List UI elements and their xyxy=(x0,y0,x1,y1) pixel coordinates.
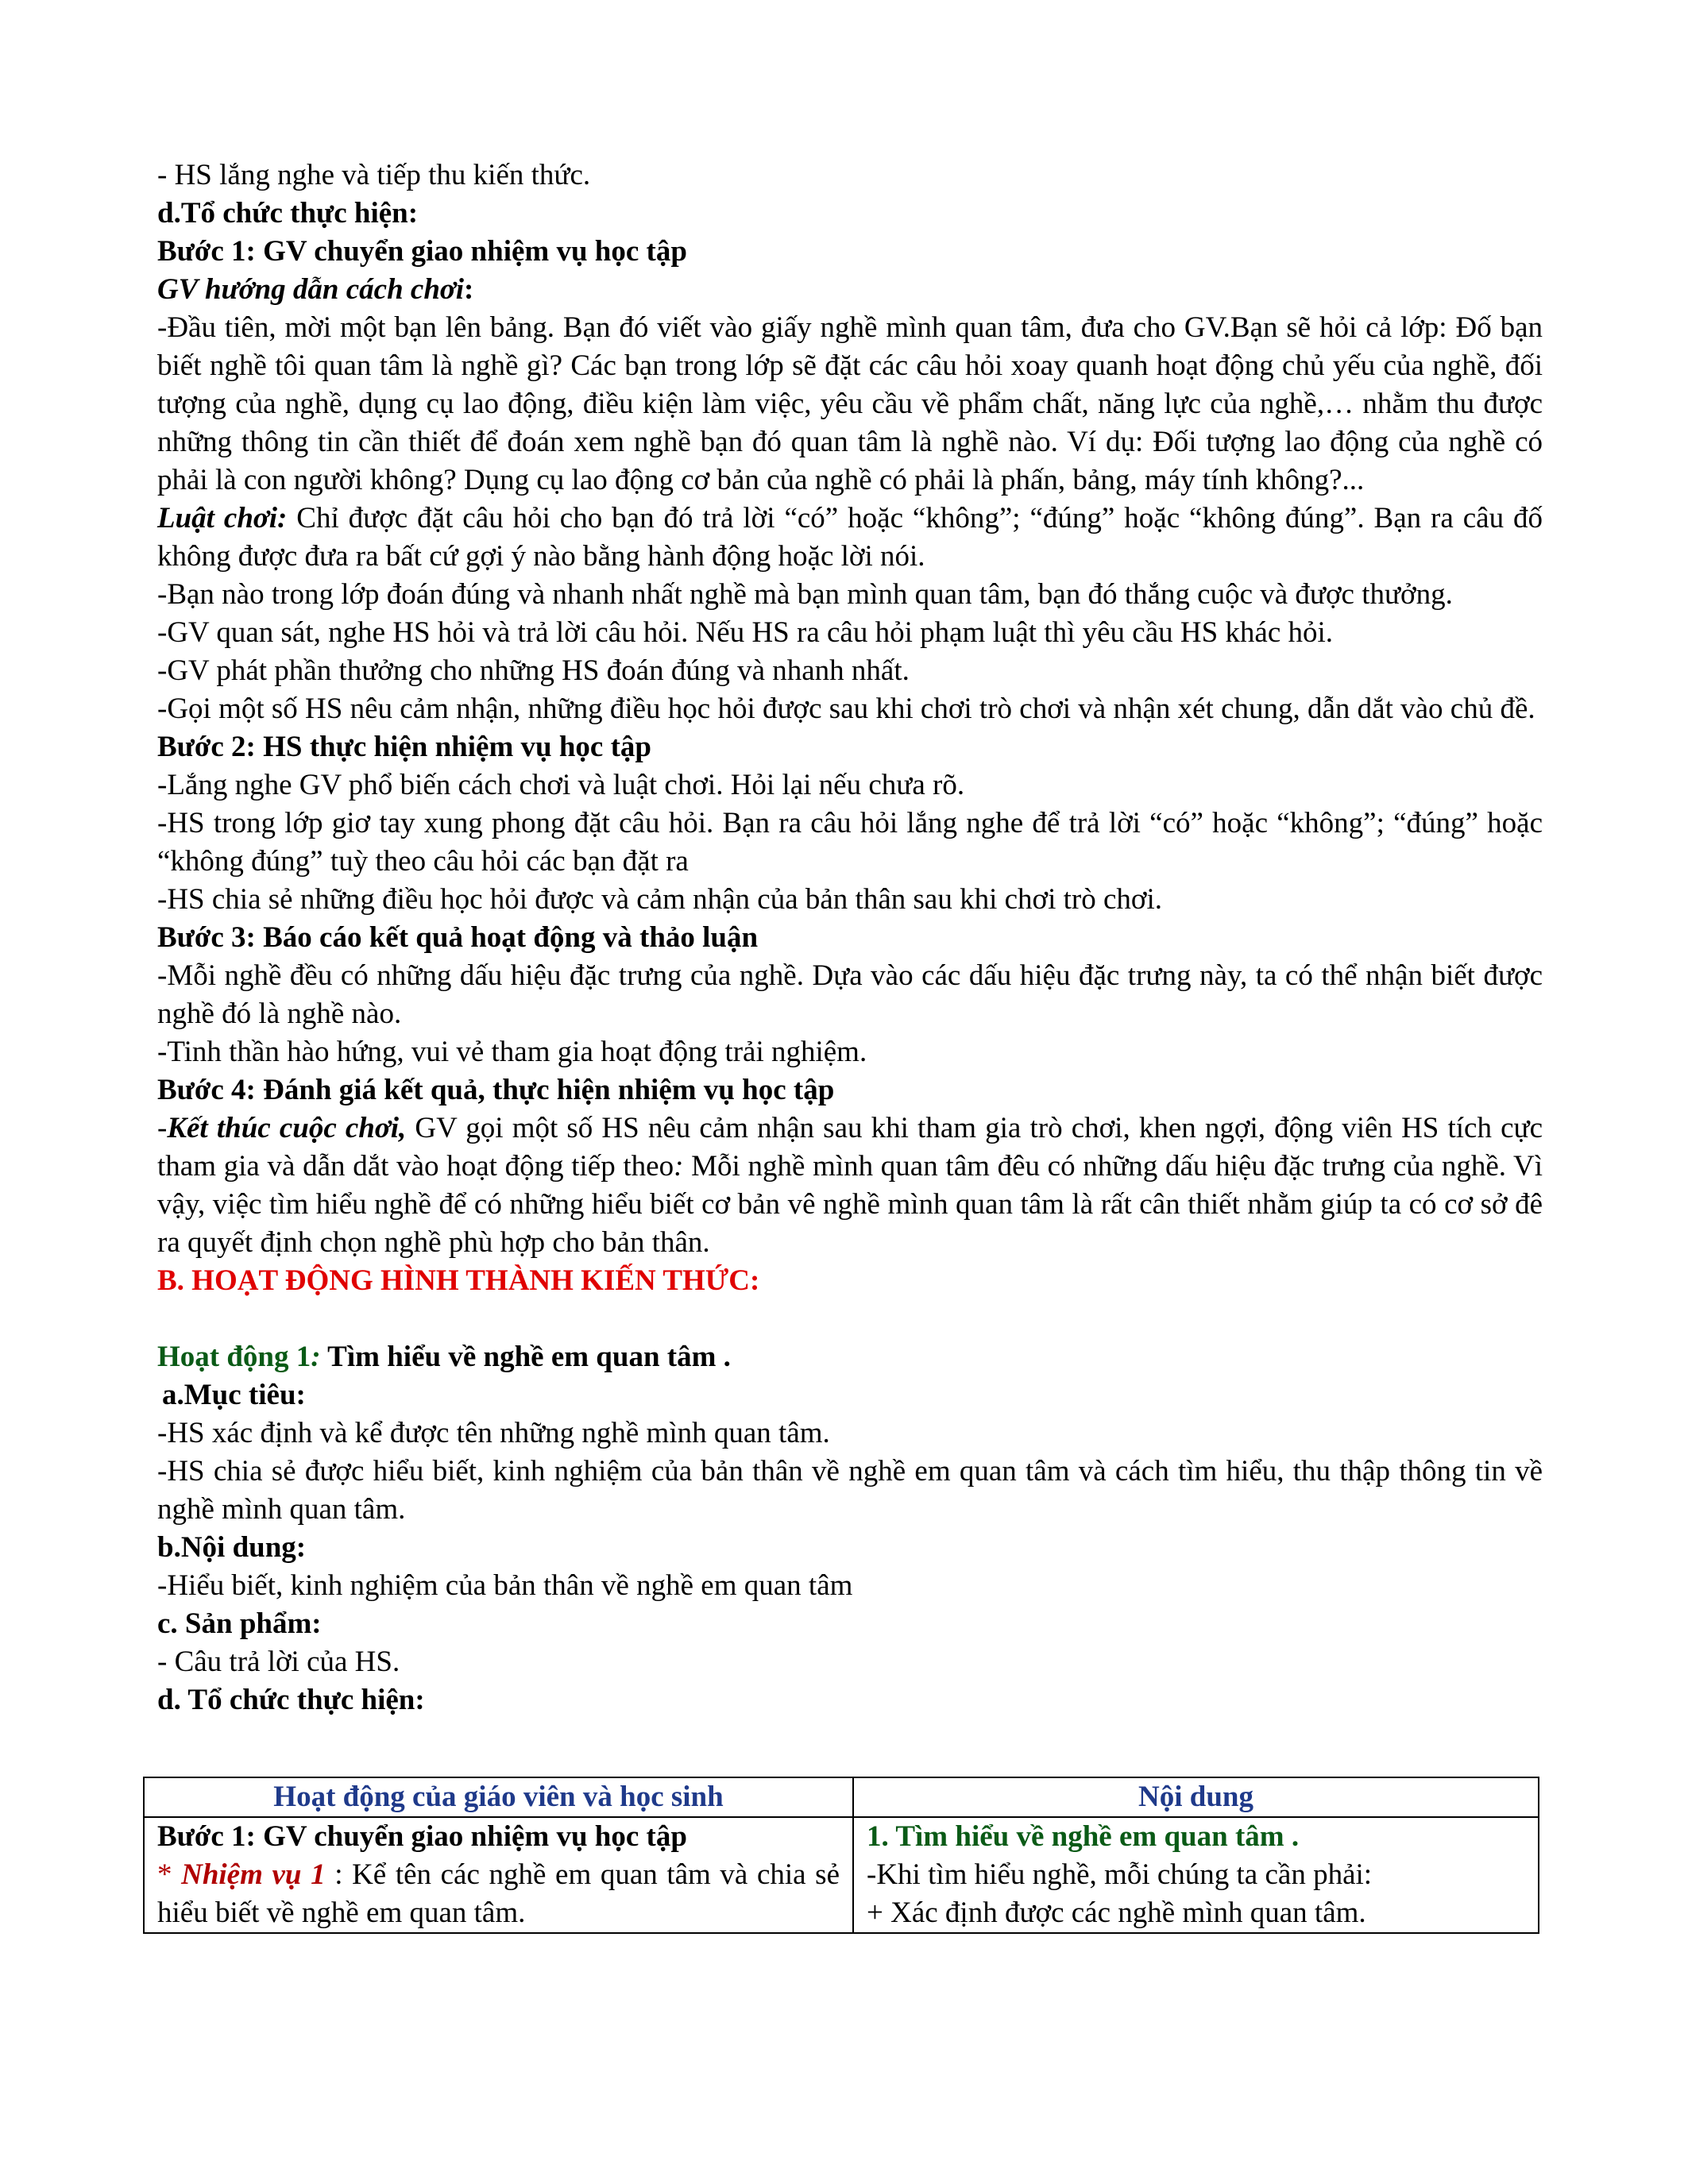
paragraph: -Gọi một số HS nêu cảm nhận, những điều học hỏi được sau khi chơi trò chơi và nhận xét chung, dẫn dắt vào chủ đề. xyxy=(157,693,1535,725)
table-header-cell: Nội dung xyxy=(853,1777,1539,1817)
subheading: c. Sản phẩm: xyxy=(157,1607,322,1640)
paragraph: -Tinh thần hào hứng, vui vẻ tham gia hoạt động trải nghiệm. xyxy=(157,1036,867,1068)
task-text: * Nhiệm vụ 1 : Kể tên các nghề em quan tâm và chia sẻ hiểu biết về nghề em quan tâm. xyxy=(157,1858,840,1929)
content-line: + Xác định được các nghề mình quan tâm. xyxy=(867,1897,1366,1929)
content-title: 1. Tìm hiểu về nghề em quan tâm . xyxy=(867,1820,1300,1853)
rule-label: Luật chơi: xyxy=(157,502,288,534)
step-heading: Bước 1: GV chuyển giao nhiệm vụ học tập xyxy=(157,235,687,268)
step-heading: Bước 1: GV chuyển giao nhiệm vụ học tập xyxy=(157,1820,687,1853)
paragraph: -GV quan sát, nghe HS hỏi và trả lời câu hỏi. Nếu HS ra câu hỏi phạm luật thì yêu cầu HS khác hỏi. xyxy=(157,616,1334,649)
subheading: d. Tổ chức thực hiện: xyxy=(157,1684,425,1716)
paragraph: - HS lắng nghe và tiếp thu kiến thức. xyxy=(157,159,591,191)
table-row xyxy=(144,1817,1539,1933)
step-heading: Bước 3: Báo cáo kết quả hoạt động và thảo luận xyxy=(157,921,759,954)
table-cell-left xyxy=(144,1817,853,1933)
section-title: B. HOẠT ĐỘNG HÌNH THÀNH KIẾN THỨC: xyxy=(157,1264,760,1297)
task-label: Nhiệm vụ 1 xyxy=(181,1858,326,1891)
paragraph: -GV phát phần thưởng cho những HS đoán đúng và nhanh nhất. xyxy=(157,654,910,687)
subheading: a.Mục tiêu: xyxy=(162,1379,306,1411)
step-heading: Bước 4: Đánh giá kết quả, thực hiện nhiệm vụ học tập xyxy=(157,1074,835,1106)
activity-table xyxy=(143,1777,1539,1934)
paragraph: -Đầu tiên, mời một bạn lên bảng. Bạn đó viết vào giấy nghề mình quan tâm, đưa cho GV.Bạn sẽ hỏi cả lớp: Đố bạn biết nghề tôi quan tâm là nghề gì? Các bạn trong lớp sẽ đặt các câu hỏi xoay quanh hoạt động chủ yếu của nghề, đối tượng của nghề, dụng cụ lao động, điều kiện làm việc, yêu cầu về phẩm chất, năng lực của nghề,… nhằm thu được những thông tin cần thiết để đoán xem nghề bạn đó quan tâm là nghề nào. Ví dụ: Đối tượng lao động của nghề có phải là con người không? Dụng cụ lao động cơ bản của nghề có phải là phấn, bảng, máy tính không?... xyxy=(157,311,1543,496)
spacer xyxy=(157,1300,1543,1338)
content-line: -Khi tìm hiểu nghề, mỗi chúng ta cần phải: xyxy=(867,1858,1373,1891)
paragraph: - Câu trả lời của HS. xyxy=(157,1646,400,1678)
table-header-row xyxy=(144,1777,1539,1817)
paragraph: -Kết thúc cuộc chơi, GV gọi một số HS nêu cảm nhận sau khi tham gia trò chơi, khen ngợi, động viên HS tích cực tham gia và dẫn dắt vào hoạt động tiếp theo: Mỗi nghề mình quan tâm đêu có những dấu hiệu đặc trưng của nghề. Vì vậy, việc tìm hiểu nghề để có những hiểu biết cơ bản vê nghề mình quan tâm là rất cân thiết nhằm giúp ta có cơ sở đê ra quyết định chọn nghề phù hợp cho bản thân. xyxy=(157,1112,1543,1259)
step-heading: Bước 2: HS thực hiện nhiệm vụ học tập xyxy=(157,731,652,763)
section-heading: d.Tổ chức thực hiện: xyxy=(157,197,419,230)
subheading: b.Nội dung: xyxy=(157,1531,307,1564)
paragraph: -HS chia sẻ những điều học hỏi được và cảm nhận của bản thân sau khi chơi trò chơi. xyxy=(157,883,1162,916)
paragraph: -HS trong lớp giơ tay xung phong đặt câu hỏi. Bạn ra câu hỏi lắng nghe để trả lời “có” hoặc “không”; “đúng” hoặc “không đúng” tuỳ theo câu hỏi các bạn đặt ra xyxy=(157,807,1543,878)
table-header-cell: Hoạt động của giáo viên và học sinh xyxy=(144,1777,853,1817)
paragraph: -Lắng nghe GV phổ biến cách chơi và luật chơi. Hỏi lại nếu chưa rõ. xyxy=(157,769,965,801)
paragraph: -Mỗi nghề đều có những dấu hiệu đặc trưng của nghề. Dựa vào các dấu hiệu đặc trưng này, ta có thể nhận biết được nghề đó là nghề nào. xyxy=(157,959,1543,1030)
italic-label: Kết thúc cuộc chơi, xyxy=(167,1112,407,1144)
activity-title: Hoạt động 1: Tìm hiểu về nghề em quan tâm . xyxy=(157,1341,731,1373)
table-cell-right xyxy=(853,1817,1539,1933)
paragraph: -HS chia sẻ được hiểu biết, kinh nghiệm của bản thân về nghề em quan tâm và cách tìm hiểu, thu thập thông tin về nghề mình quan tâm. xyxy=(157,1455,1543,1526)
paragraph: -HS xác định và kể được tên những nghề mình quan tâm. xyxy=(157,1417,830,1449)
paragraph: Luật chơi: Chỉ được đặt câu hỏi cho bạn đó trả lời “có” hoặc “không”; “đúng” hoặc “không đúng”. Bạn ra câu đố không được đưa ra bất cứ gợi ý nào bằng hành động hoặc lời nói. xyxy=(157,502,1543,573)
paragraph: GV hướng dẫn cách chơi: xyxy=(157,273,474,306)
paragraph: -Bạn nào trong lớp đoán đúng và nhanh nhất nghề mà bạn mình quan tâm, bạn đó thắng cuộc và được thưởng. xyxy=(157,578,1453,611)
document-page xyxy=(157,156,1543,1934)
paragraph: -Hiểu biết, kinh nghiệm của bản thân về nghề em quan tâm xyxy=(157,1569,853,1602)
italic-heading: GV hướng dẫn cách chơi xyxy=(157,273,465,306)
